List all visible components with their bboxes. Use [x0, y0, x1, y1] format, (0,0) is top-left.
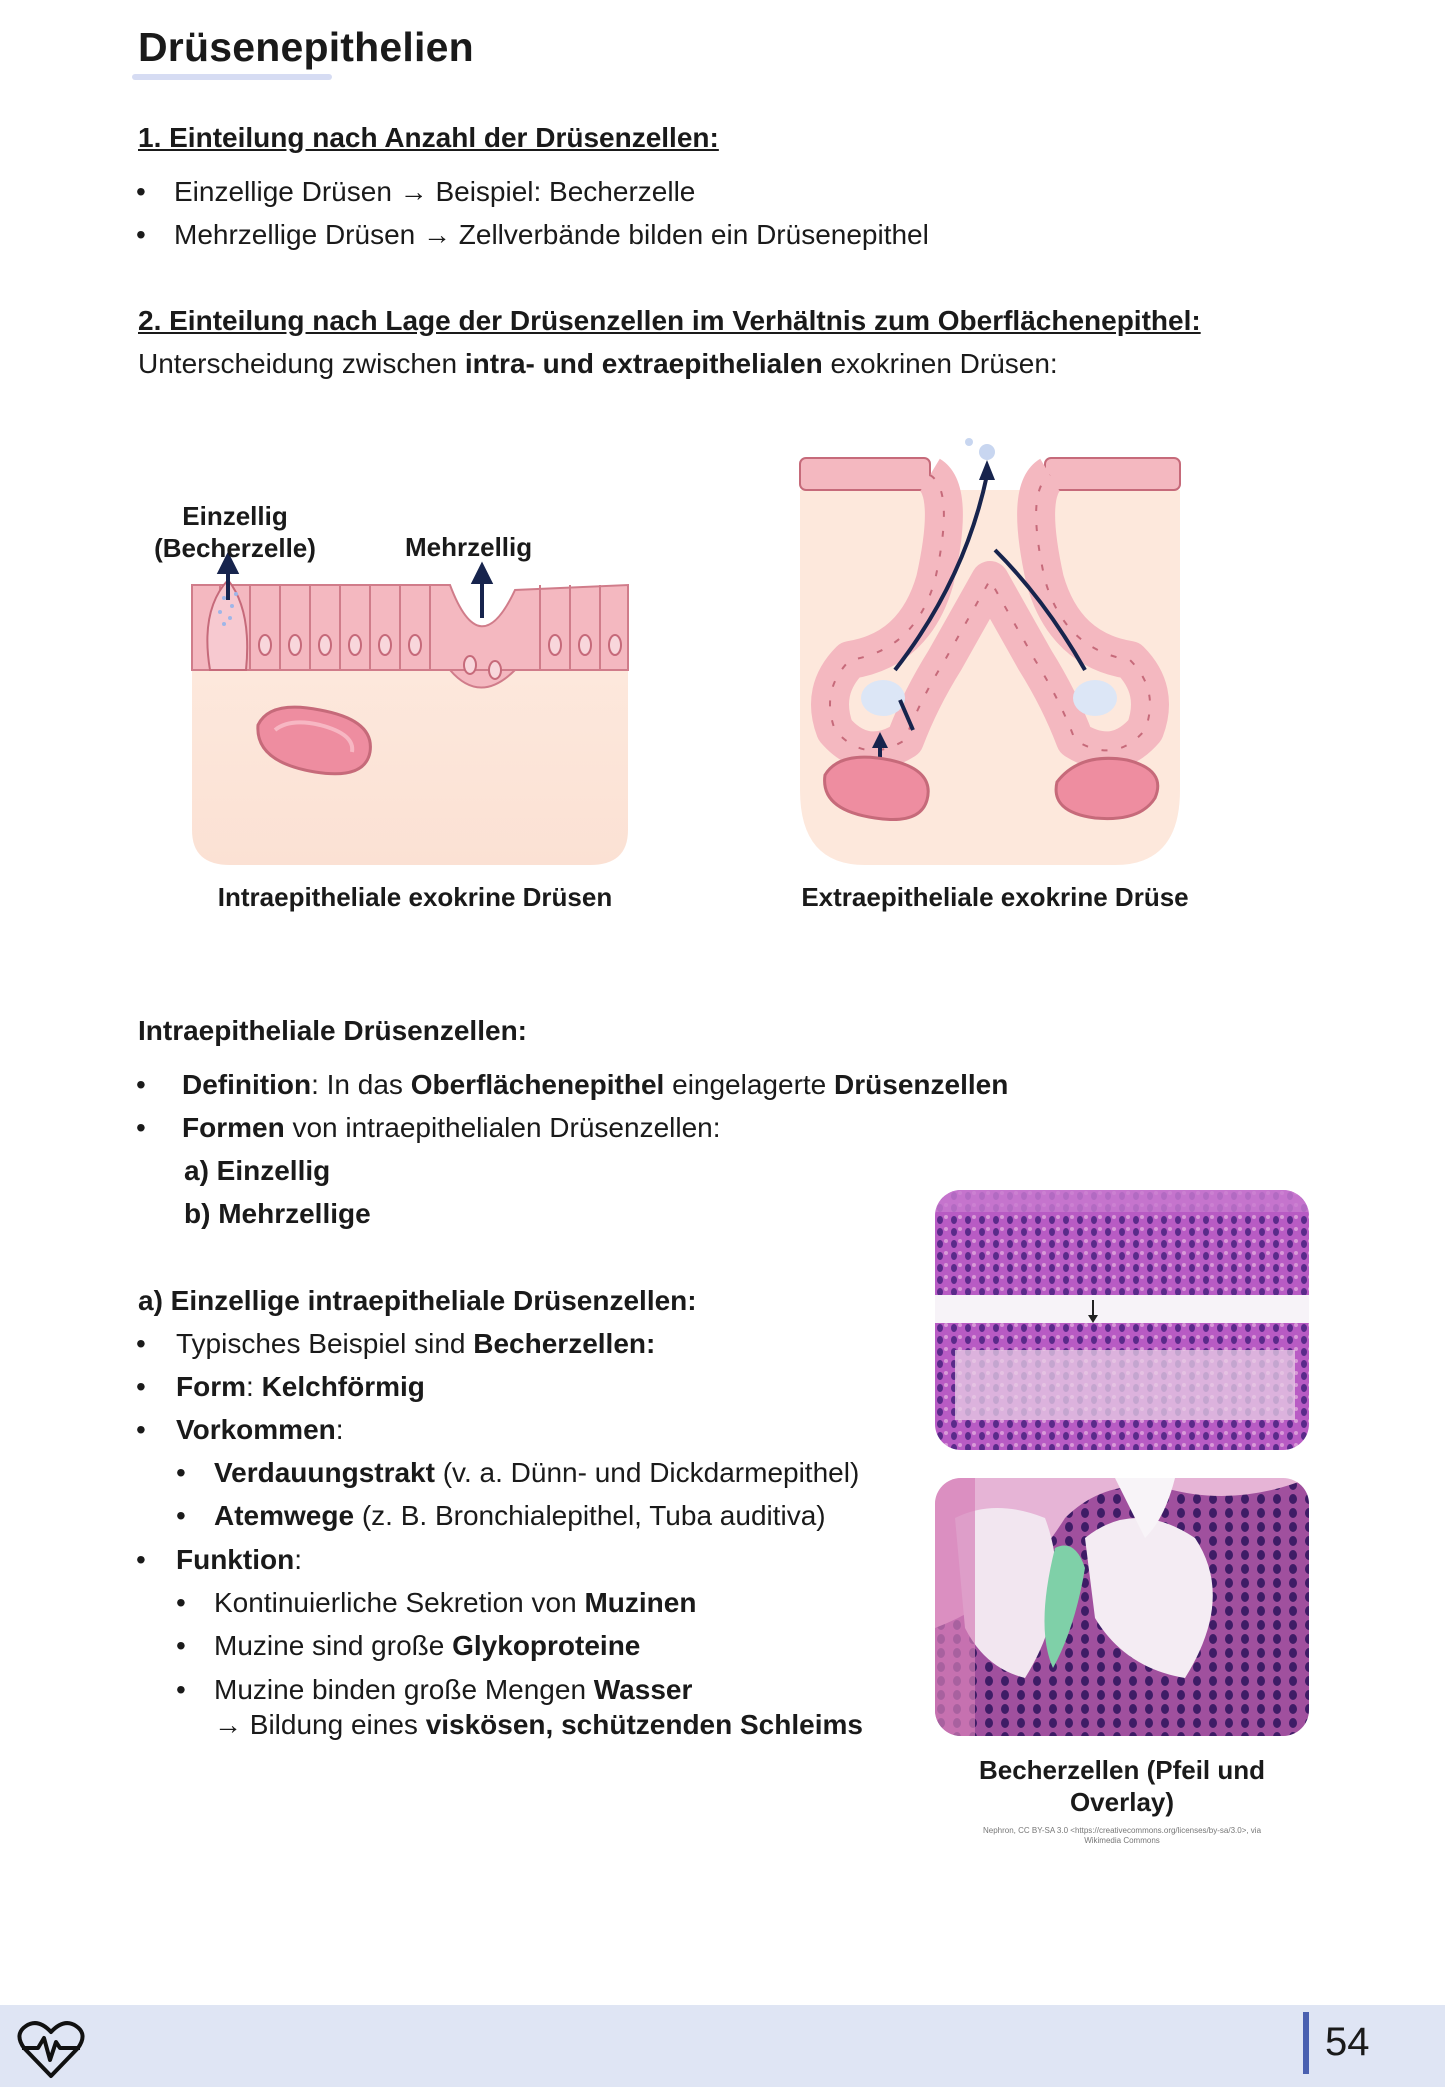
- label-mehrzellig: Mehrzellig: [405, 532, 533, 562]
- section2-heading: 2. Einteilung nach Lage der Drüsenzellen im Verhältnis zum Oberflächenepithel:: [138, 305, 1201, 336]
- intra-heading: Intraepitheliale Drüsenzellen:: [138, 1015, 527, 1046]
- list-item: • Muzine sind große Glykoproteine: [176, 1630, 641, 1661]
- list-item: • Funktion:: [136, 1544, 302, 1575]
- function-result: → Bildung eines viskösen, schützenden Schleims: [214, 1709, 863, 1740]
- label-einzellig: Einzellig (Becherzelle): [154, 501, 316, 563]
- list-item: • Verdauungstrakt (v. a. Dünn- und Dickdarmepithel): [176, 1457, 860, 1488]
- list-item: • Formen von intraepithelialen Drüsenzellen:: [136, 1112, 721, 1143]
- list-item: • Form: Kelchförmig: [136, 1371, 425, 1402]
- title-underline: [132, 74, 332, 80]
- page-number-bar: [1303, 2012, 1309, 2074]
- histology-image-bottom: [935, 1478, 1309, 1736]
- list-item: • Atemwege (z. B. Bronchialepithel, Tuba auditiva): [176, 1500, 826, 1531]
- single-heading: a) Einzellige intraepitheliale Drüsenzellen:: [138, 1285, 697, 1316]
- caption-extra: Extraepitheliale exokrine Drüse: [801, 882, 1189, 912]
- extraepithelial-diagram: [795, 430, 1185, 870]
- histology-image-top: [935, 1190, 1309, 1450]
- heartbeat-icon: [16, 2018, 86, 2080]
- figure-caption: Becherzellen (Pfeil und Overlay): [978, 1755, 1266, 1817]
- list-item: • Definition: In das Oberflächenepithel eingelagerte Drüsenzellen: [136, 1069, 1009, 1100]
- figure-credit: Nephron, CC BY-SA 3.0 <https://creativecommons.org/licenses/by-sa/3.0>, via Wikimedia Commons: [982, 1826, 1262, 1845]
- list-item: • Typisches Beispiel sind Becherzellen:: [136, 1328, 656, 1359]
- caption-intra: Intraepitheliale exokrine Drüsen: [217, 882, 613, 912]
- list-item: • Vorkommen:: [136, 1414, 344, 1445]
- list-item: • Einzellige Drüsen → Beispiel: Becherzelle: [136, 176, 696, 207]
- list-item: • Muzine binden große Mengen Wasser: [176, 1674, 693, 1705]
- list-item: • Mehrzellige Drüsen → Zellverbände bilden ein Drüsenepithel: [136, 219, 929, 250]
- form-a: a) Einzellig: [184, 1155, 331, 1186]
- page-title: Drüsenepithelien: [138, 24, 474, 70]
- section1-heading: 1. Einteilung nach Anzahl der Drüsenzellen:: [138, 122, 719, 153]
- footer: [0, 2005, 1445, 2087]
- section2-intro: Unterscheidung zwischen intra- und extraepithelialen exokrinen Drüsen:: [138, 348, 1058, 379]
- page-number: 54: [1325, 2020, 1370, 2064]
- form-b: b) Mehrzellige: [184, 1198, 371, 1229]
- list-item: • Kontinuierliche Sekretion von Muzinen: [176, 1587, 697, 1618]
